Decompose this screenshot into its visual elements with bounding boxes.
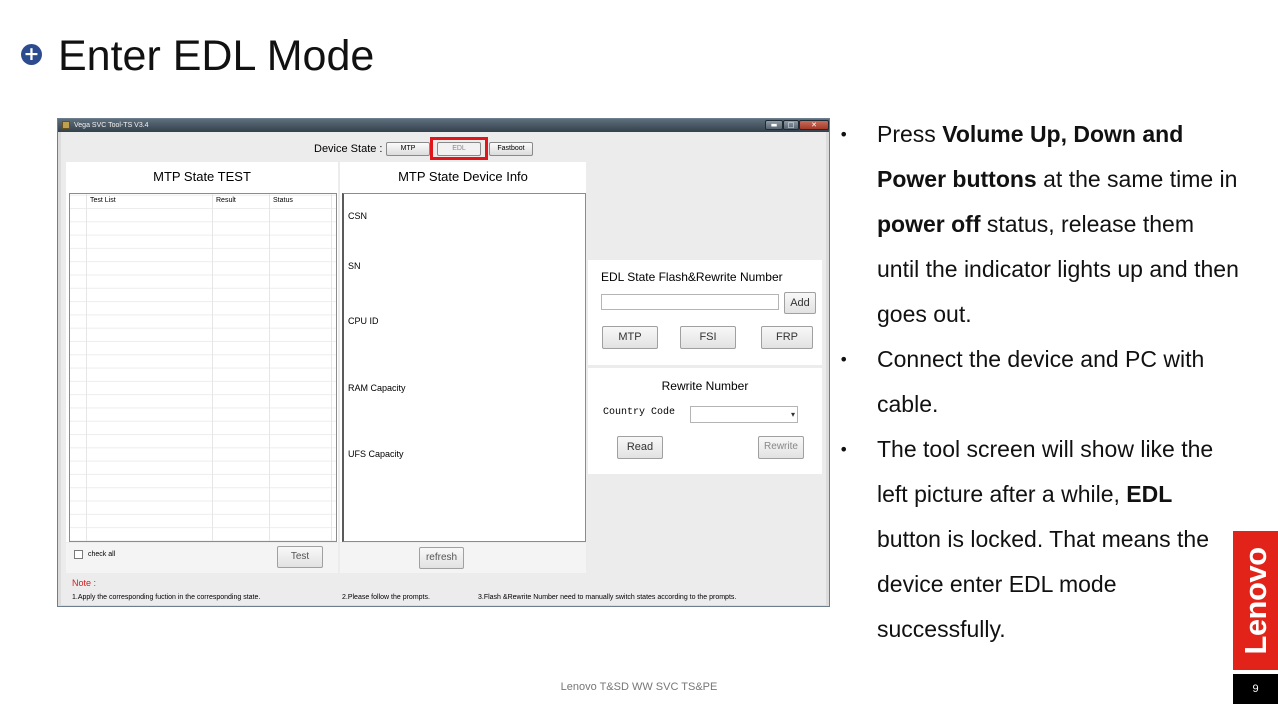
device-info-panel bbox=[340, 162, 586, 542]
csn-label: CSN bbox=[348, 211, 368, 221]
sn-label: SN bbox=[348, 261, 361, 271]
state-edl-button[interactable]: EDL bbox=[437, 142, 481, 156]
test-list-table[interactable] bbox=[69, 193, 337, 542]
instruction-text: Press bbox=[877, 121, 943, 147]
lenovo-logo bbox=[1233, 531, 1278, 670]
edl-frp-button[interactable]: FRP bbox=[761, 326, 813, 349]
test-button[interactable]: Test bbox=[277, 546, 323, 568]
table-column-divider bbox=[212, 194, 213, 541]
maximize-button[interactable]: □ bbox=[783, 120, 799, 130]
note-item: 3.Flash &Rewrite Number need to manually switch states according to the prompts. bbox=[478, 594, 737, 601]
edl-fsi-button[interactable]: FSI bbox=[680, 326, 736, 349]
instruction-text: at the same time in bbox=[1036, 166, 1238, 192]
minimize-button[interactable]: ▬ bbox=[765, 120, 783, 130]
check-all-checkbox[interactable] bbox=[74, 550, 83, 559]
bullet-icon: • bbox=[839, 350, 849, 369]
lenovo-logo-text: Lenovo bbox=[1237, 546, 1273, 655]
ufs-capacity-label: UFS Capacity bbox=[348, 449, 404, 459]
country-code-select[interactable] bbox=[690, 406, 798, 423]
app-icon bbox=[62, 121, 70, 129]
tool-window bbox=[57, 118, 830, 607]
cpu-id-label: CPU ID bbox=[348, 316, 379, 326]
instruction-text: Connect the device and PC with cable. bbox=[877, 346, 1205, 417]
edl-mtp-button[interactable]: MTP bbox=[602, 326, 658, 349]
note-label: Note : bbox=[72, 578, 97, 588]
page-number: 9 bbox=[1233, 674, 1278, 704]
dropdown-arrow-icon: ▾ bbox=[790, 410, 795, 419]
close-button[interactable]: ✕ bbox=[799, 120, 829, 130]
table-column-divider bbox=[86, 194, 87, 541]
ram-capacity-label: RAM Capacity bbox=[348, 383, 406, 393]
edl-highlight-box bbox=[430, 137, 488, 160]
table-column-divider bbox=[269, 194, 270, 541]
device-info-box bbox=[342, 193, 586, 542]
device-state-label: Device State : bbox=[314, 143, 383, 155]
refresh-button[interactable]: refresh bbox=[419, 547, 464, 569]
country-code-label: Country Code bbox=[603, 407, 676, 418]
instruction-item bbox=[836, 337, 1241, 427]
window-titlebar bbox=[58, 119, 829, 132]
plus-circle-icon: + bbox=[21, 44, 42, 65]
window-title: Vega SVC Tool-TS V3.4 bbox=[74, 122, 149, 129]
instruction-emphasis: EDL bbox=[1126, 481, 1173, 507]
instruction-item bbox=[836, 427, 1241, 652]
column-header-status[interactable]: Status bbox=[273, 197, 293, 204]
state-mtp-button[interactable]: MTP bbox=[386, 142, 430, 156]
note-item: 2.Please follow the prompts. bbox=[342, 594, 430, 601]
window-client-area bbox=[61, 132, 826, 605]
add-button[interactable]: Add bbox=[784, 292, 816, 314]
edl-flash-heading: EDL State Flash&Rewrite Number bbox=[601, 270, 783, 284]
instruction-list bbox=[836, 112, 1241, 652]
mtp-test-panel bbox=[66, 162, 338, 542]
table-column-divider bbox=[331, 194, 332, 541]
instruction-emphasis: power off bbox=[877, 211, 981, 237]
instruction-emphasis: Volume Up, Down and Power buttons bbox=[877, 121, 1184, 192]
rewrite-number-input[interactable] bbox=[601, 294, 779, 310]
mtp-test-heading: MTP State TEST bbox=[153, 169, 251, 184]
slide-title: Enter EDL Mode bbox=[58, 32, 375, 80]
column-header-test-list[interactable]: Test List bbox=[90, 197, 116, 204]
device-info-heading: MTP State Device Info bbox=[398, 169, 528, 184]
slide-footer: Lenovo T&SD WW SVC TS&PE bbox=[560, 681, 718, 693]
read-button[interactable]: Read bbox=[617, 436, 663, 459]
rewrite-button[interactable]: Rewrite bbox=[758, 436, 804, 459]
instruction-text: status, release them until the indicator lights up and then goes out. bbox=[877, 211, 1239, 327]
rewrite-number-heading: Rewrite Number bbox=[661, 379, 749, 393]
rewrite-number-panel bbox=[588, 368, 822, 474]
instruction-text: button is locked. That means the device enter EDL mode successfully. bbox=[877, 526, 1209, 642]
bullet-icon: • bbox=[839, 125, 849, 144]
check-all-label: check all bbox=[88, 551, 116, 558]
edl-flash-panel bbox=[588, 260, 822, 365]
bullet-icon: • bbox=[839, 440, 849, 459]
column-header-result[interactable]: Result bbox=[216, 197, 236, 204]
state-fastboot-button[interactable]: Fastboot bbox=[489, 142, 533, 156]
instruction-item bbox=[836, 112, 1241, 337]
instruction-text: The tool screen will show like the left picture after a while, bbox=[877, 436, 1214, 507]
note-item: 1.Apply the corresponding fuction in the corresponding state. bbox=[72, 594, 261, 601]
